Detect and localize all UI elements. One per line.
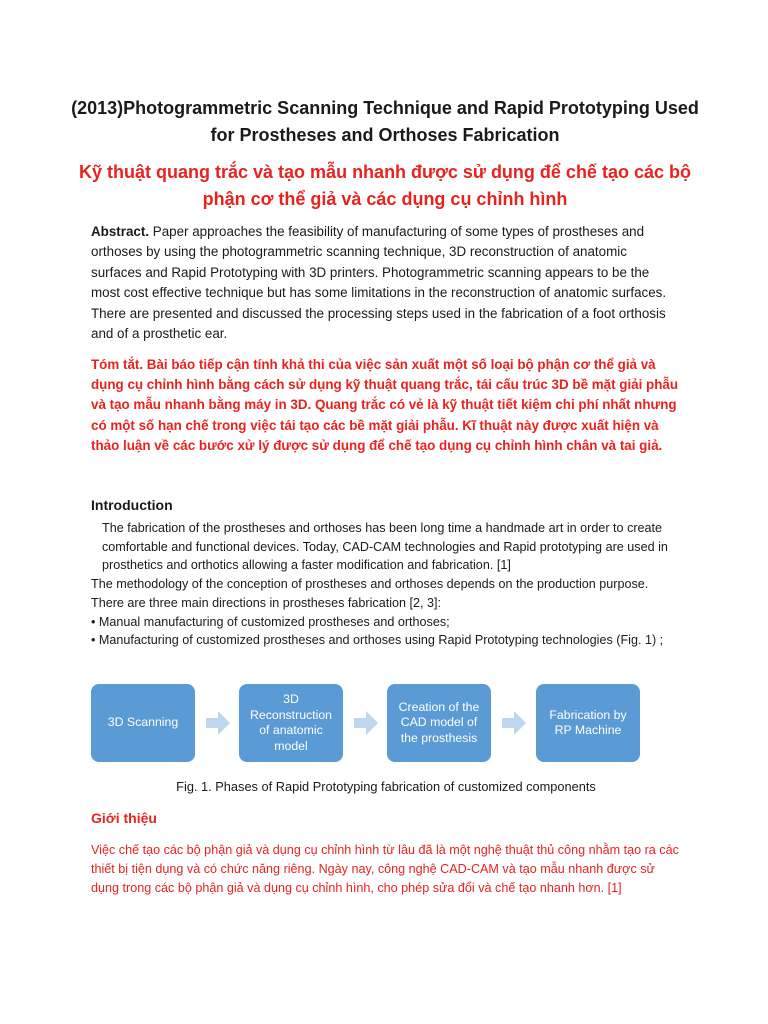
flow-arrow-icon (354, 711, 378, 735)
flow-arrow-icon (206, 711, 230, 735)
introduction-body (91, 519, 681, 650)
intro-bullet-1: • Manual manufacturing of customized prostheses and orthoses; (91, 614, 450, 629)
gioi-thieu-paragraph: Việc chế tạo các bộ phận giả và dụng cụ chỉnh hình từ lâu đã là một nghệ thuật thủ công nhằm tạo ra các thiết bị tiện dụng và có chức năng riêng. Ngày nay, công nghệ CAD-CAM và tạo mẫu nhanh được sử dụng trong các bộ phận giả và dụng cụ chỉnh hình, cho phép sửa đổi và chế tạo nhanh hơn. [1] (91, 843, 679, 896)
tom-tat-paragraph: Tóm tắt. Bài báo tiếp cận tính khả thi của việc sản xuất một số loại bộ phận cơ thể giả và dụng cụ chỉnh hình bằng cách sử dụng kỹ thuật quang trắc, tái cấu trúc 3D bề mặt giải phẫu và tạo mẫu nhanh bằng máy in 3D. Quang trắc có vẻ là kỹ thuật tiết kiệm chi phí nhất nhưng có một số hạn chế trong việc tái tạo các bề mặt giải phẫu. Kĩ thuật này được xuất hiện và thảo luận về các bước xử lý được sử dụng để chế tạo dụng cụ chỉnh hình chân và tai giả. (91, 357, 679, 453)
intro-paragraph-2: The methodology of the conception of prostheses and orthoses depends on the production purpose. There are three main directions in prostheses fabrication [2, 3]: (91, 577, 649, 610)
gioi-thieu-heading: Giới thiệu (91, 810, 157, 826)
abstract-label: Abstract. (91, 224, 150, 239)
intro-paragraph-1: The fabrication of the prostheses and orthoses has been long time a handmade art in order to create comfortable and functional devices. Today, CAD-CAM technologies and Rapid prototyping are used in prosthetics and orthotics allowing a faster modification and fabrication. [1] (102, 521, 668, 573)
abstract-text: Paper approaches the feasibility of manufacturing of some types of prostheses and orthoses by using the photogrammetric scanning technique, 3D reconstruction of anatomic surfaces and Rapid Prototyping with 3D printers. Photogrammetric scanning appears to be the most cost effective technique but has some limitations in the reconstruction of anatomic surfaces. There are presented and discussed the processing steps used in the fabrication of a foot orthosis and of a prosthetic ear. (91, 224, 667, 342)
flow-step-scanning: 3D Scanning (91, 684, 195, 762)
flow-step-cad-model: Creation of the CAD model of the prosthesis (387, 684, 491, 762)
title-english: (2013)Photogrammetric Scanning Technique and Rapid Prototyping Used for Prostheses and Orthoses Fabrication (71, 98, 699, 145)
introduction-heading: Introduction (91, 497, 173, 513)
figure-caption: Fig. 1. Phases of Rapid Prototyping fabrication of customized components (176, 779, 596, 794)
title-vietnamese: Kỹ thuật quang trắc và tạo mẫu nhanh được sử dụng để chế tạo các bộ phận cơ thể giả và các dụng cụ chỉnh hình (79, 162, 691, 209)
intro-bullet-2: • Manufacturing of customized prostheses and orthoses using Rapid Prototyping technologies (Fig. 1) ; (91, 633, 664, 648)
abstract-paragraph (91, 222, 681, 344)
flow-arrow-icon (502, 711, 526, 735)
flow-step-reconstruction: 3D Reconstruction of anatomic model (239, 684, 343, 762)
flow-step-fabrication: Fabrication by RP Machine (536, 684, 640, 762)
process-flow-diagram (91, 684, 641, 762)
